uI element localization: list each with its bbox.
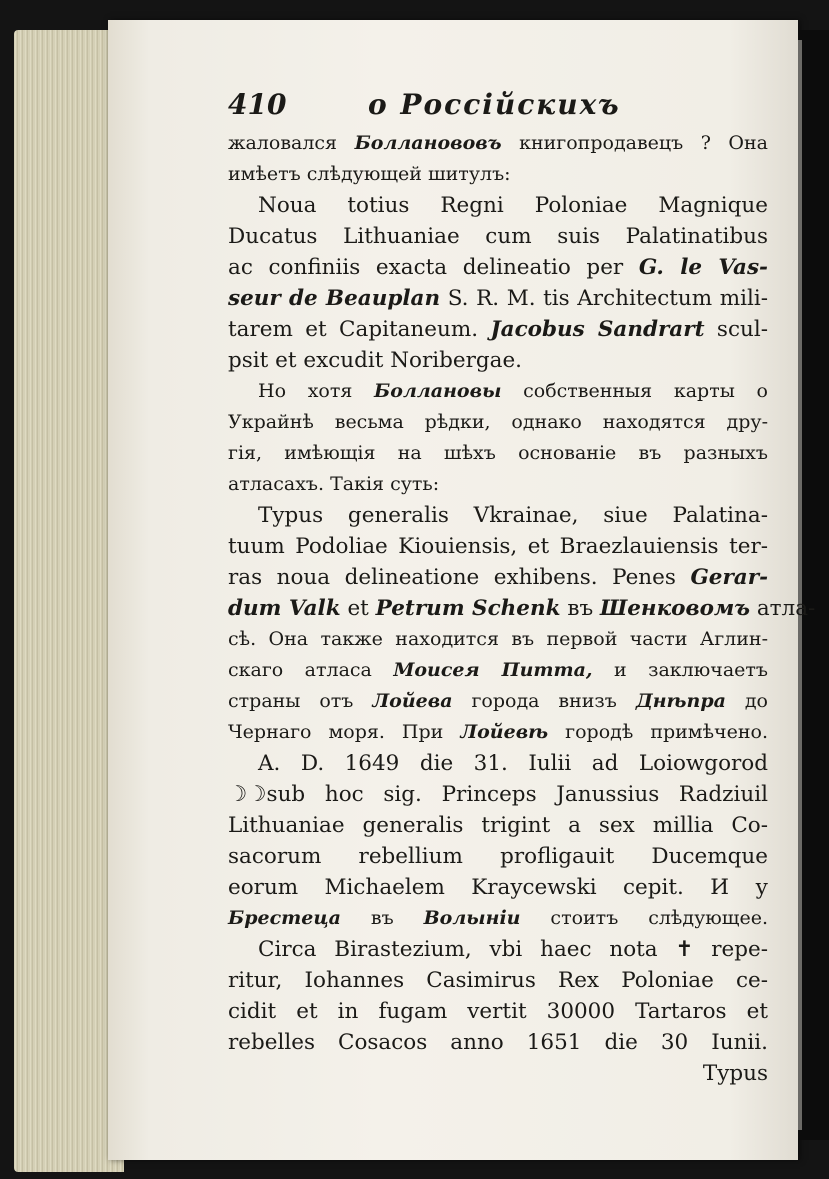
text-line: страны отъ Лойева города внизъ Днѣпра до bbox=[228, 690, 768, 712]
text-line: Брестеца въ Волыніи стоитъ слѣдующее. bbox=[228, 907, 768, 929]
text-line: ☽☽sub hoc sig. Princeps Janussius Radziuil bbox=[228, 782, 768, 807]
text-line: Ducatus Lithuaniae cum suis Palatinatibus bbox=[228, 224, 768, 249]
text-line: жаловался Болланововъ книгопродавецъ ? Она bbox=[228, 132, 768, 154]
text-line: psit et excudit Noribergae. bbox=[228, 348, 523, 373]
text-line: имѣетъ слѣдующей шитулъ: bbox=[228, 163, 511, 185]
page-header bbox=[228, 88, 768, 128]
text-line: Circa Birastezium, vbi haec nota ✝ repe- bbox=[258, 937, 768, 962]
text-line: скаго атласа Моисея Питта, и заключаетъ bbox=[228, 659, 768, 681]
text-line: сѣ. Она также находится въ первой части Аглин- bbox=[228, 628, 768, 650]
text-line: Lithuaniae generalis trigint a sex millia Co- bbox=[228, 813, 768, 838]
text-line: cidit et in fugam vertit 30000 Tartaros et bbox=[228, 999, 768, 1024]
facing-page-edge bbox=[798, 30, 829, 1140]
text-line: ritur, Iohannes Casimirus Rex Poloniae ce- bbox=[228, 968, 768, 993]
text-line: Но хотя Боллановы собственныя карты о bbox=[258, 380, 768, 402]
running-title: о Россійскихъ bbox=[368, 88, 621, 121]
text-line: Украйнѣ весьма рѣдки, однако находятся дру- bbox=[228, 411, 768, 433]
text-line: Typus generalis Vkrainae, siue Palatina- bbox=[258, 503, 768, 528]
text-line: ac confiniis exacta delineatio per G. le Vas- bbox=[228, 255, 768, 280]
text-line: гія, имѣющія на шѣхъ основаніе въ разныхъ bbox=[228, 442, 768, 464]
text-line: атласахъ. Такія суть: bbox=[228, 473, 440, 495]
text-line: tuum Podoliae Kiouiensis, et Braezlauiensis ter- bbox=[228, 534, 768, 559]
text-line: Чернаго моря. При Лойевѣ городѣ примѣчено. bbox=[228, 721, 768, 743]
text-line: dum Valk et Petrum Schenk въ Шенковомъ атла- bbox=[228, 596, 816, 621]
text-line: ras noua delineatione exhibens. Penes Gerar- bbox=[228, 565, 768, 590]
text-line: sacorum rebellium profligauit Ducemque bbox=[228, 844, 768, 869]
text-line: A. D. 1649 die 31. Iulii ad Loiowgorod bbox=[258, 751, 768, 776]
page-text bbox=[228, 88, 816, 1089]
page-number: 410 bbox=[228, 88, 287, 121]
text-line: eorum Michaelem Kraycewski cepit. И у bbox=[228, 875, 768, 900]
catchword: Typus bbox=[702, 1061, 768, 1086]
text-line: rebelles Cosacos anno 1651 die 30 Iunii. bbox=[228, 1030, 768, 1055]
text-line: tarem et Capitaneum. Jacobus Sandrart scul- bbox=[228, 317, 768, 342]
text-line: Noua totius Regni Poloniae Magnique bbox=[258, 193, 768, 218]
text-line: seur de Beauplan S. R. M. tis Architectum mili- bbox=[228, 286, 768, 311]
